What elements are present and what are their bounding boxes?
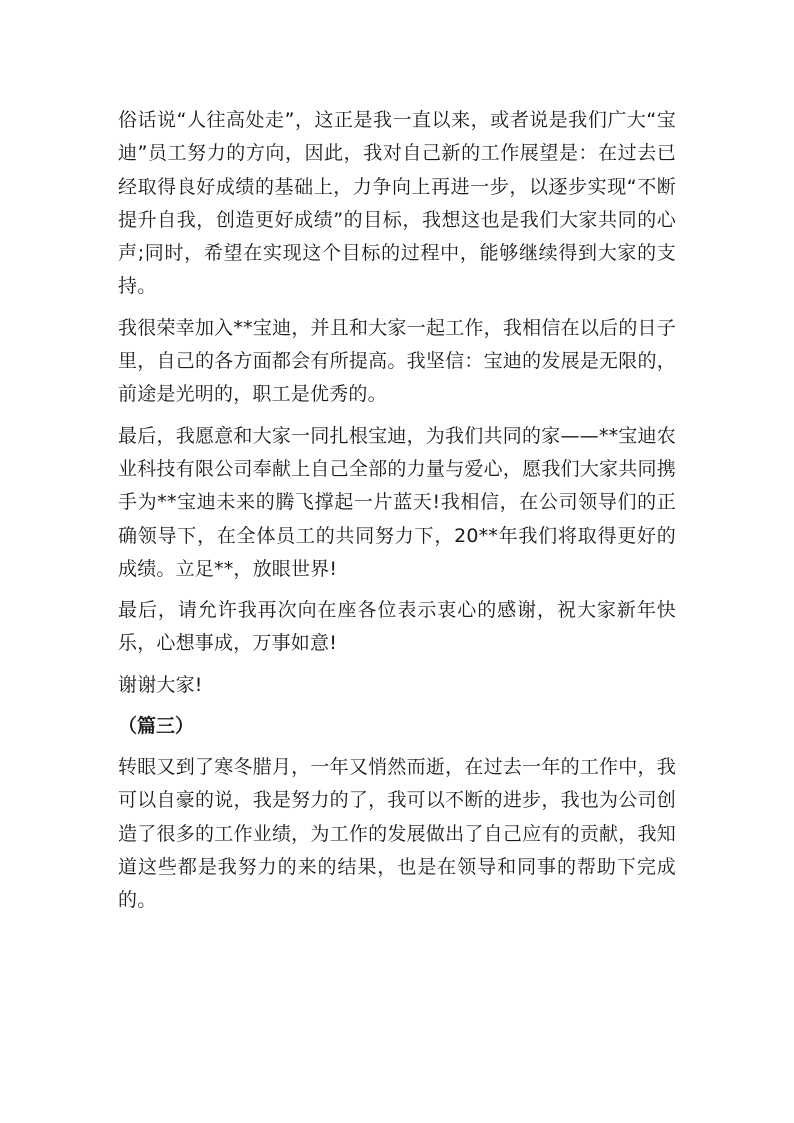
paragraph-thanks-wishes: 最后，请允许我再次向在座各位表示衷心的感谢，祝大家新年快乐，心想事成，万事如意!	[118, 599, 676, 655]
paragraph-joining-company: 我很荣幸加入**宝迪，并且和大家一起工作，我相信在以后的日子里，自己的各方面都会有所提高。我坚信：宝迪的发展是无限的，前途是光明的，职工是优秀的。	[118, 316, 676, 406]
paragraph-thank-you: 谢谢大家!	[118, 673, 203, 696]
section-heading: （篇三）	[118, 715, 195, 738]
paragraph-work-outlook: 俗话说“人往高处走”，这正是我一直以来，或者说是我们广大“宝迪”员工努力的方向，因此，我对自己新的工作展望是：在过去已经取得良好成绩的基础上，力争向上再进一步，以逐步实现“不断提升自我，创造更好成绩”的目标，我想这也是我们大家共同的心声;同时，希望在实现这个目标的过程中，能够继续得到大家的支持。	[118, 109, 676, 298]
paragraph-commitment: 最后，我愿意和大家一同扎根宝迪，为我们共同的家——**宝迪农业科技有限公司奉献上自己全部的力量与爱心，愿我们大家共同携手为**宝迪未来的腾飞撑起一片蓝天!我相信，在公司领导们的正确领导下，在全体员工的共同努力下，20**年我们将取得更好的成绩。立足**，放眼世界!	[118, 424, 676, 580]
paragraph-year-review: 转眼又到了寒冬腊月，一年又悄然而逝，在过去一年的工作中，我可以自豪的说，我是努力的了，我可以不断的进步，我也为公司创造了很多的工作业绩，为工作的发展做出了自己应有的贡献，我知道这些都是我努力的来的结果，也是在领导和同事的帮助下完成的。	[118, 756, 676, 912]
